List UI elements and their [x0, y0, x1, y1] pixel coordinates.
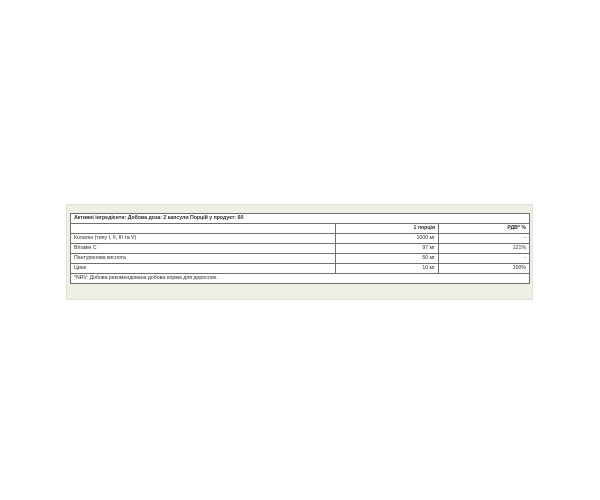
- ingredient-name: Цинк: [71, 264, 336, 274]
- ingredient-name: Пантуронова кислота: [71, 254, 336, 264]
- ingredient-serving: 50 мг: [336, 254, 439, 264]
- ingredients-table: [70, 213, 530, 284]
- table-row: [71, 254, 530, 264]
- ingredient-name: Вітамін С: [71, 244, 336, 254]
- table-row: [71, 264, 530, 274]
- ingredient-rdv: 100%: [439, 264, 530, 274]
- table-title-row: [71, 214, 530, 224]
- ingredient-rdv: 121%: [439, 244, 530, 254]
- ingredient-rdv: -: [439, 254, 530, 264]
- header-name: [71, 224, 336, 234]
- ingredient-serving: 97 мг: [336, 244, 439, 254]
- header-serving: 1 порція: [336, 224, 439, 234]
- table-row: [71, 244, 530, 254]
- table-footnote: *NRV: Добова рекомендована добова норма для дорослих.: [71, 274, 530, 284]
- table-header-row: [71, 224, 530, 234]
- table-footnote-row: [71, 274, 530, 284]
- ingredient-serving: 1000 мг: [336, 234, 439, 244]
- table-row: [71, 234, 530, 244]
- ingredient-name: Колаген (типу I, II, III та V): [71, 234, 336, 244]
- header-rdv: РДВ* %: [439, 224, 530, 234]
- table-title: Активні інгредієнти: Добова доза: 2 капсули Порцій у продукт: 60: [71, 214, 530, 224]
- ingredients-panel: [66, 204, 533, 300]
- ingredient-rdv: -: [439, 234, 530, 244]
- ingredient-serving: 10 мг: [336, 264, 439, 274]
